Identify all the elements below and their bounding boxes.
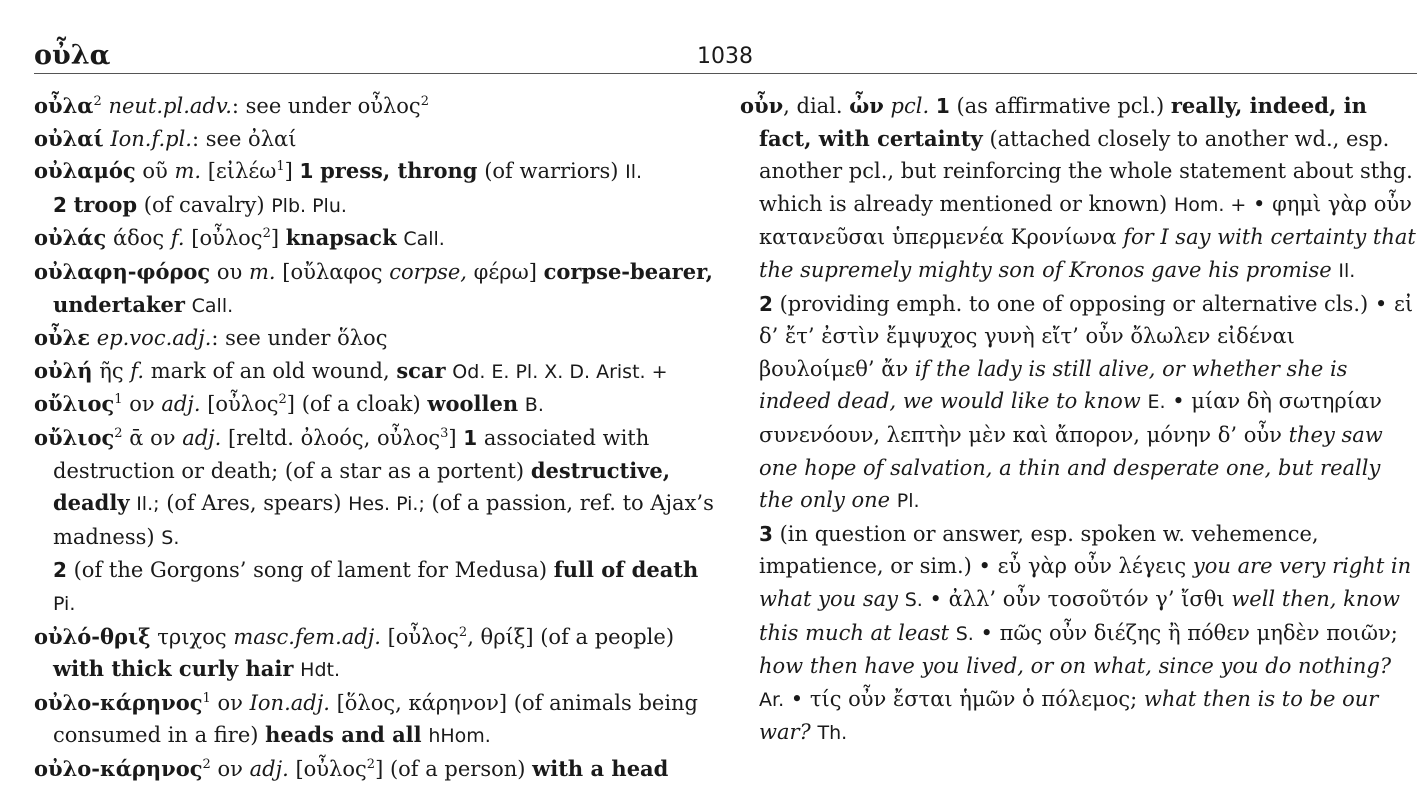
entry-oulothrix: οὐλό-θριξ τριχος masc.fem.adj. [οὖλος$^2$, θρίξ] (of a people) with thick curly hair Hdt. <box>34 623 675 682</box>
entry-oula-2: οὖλα$^2$ neut.pl.adv.: see under οὖλος$^2$ <box>34 93 429 118</box>
running-headword: οὖλα <box>34 40 111 71</box>
entry-oule-scar: οὐλή ῆς f. mark of an old wound, scar Od. E. Pl. X. D. Arist. + <box>34 357 668 383</box>
entry-oulas: οὐλάς άδος f. [οὖλος$^2$] knapsack Call. <box>34 225 445 251</box>
header-rule <box>34 73 1417 74</box>
entry-oulios-1: οὔλιος$^1$ ον adj. [οὖλος$^2$] (of a cloak) woollen B. <box>34 391 544 417</box>
left-column <box>34 90 724 785</box>
right-column <box>740 90 1417 750</box>
entry-oulaphephoros: οὐλαφη-φόρος ου m. [οὔλαφος corpse, φέρω] corpse-bearer, undertaker Call. <box>34 258 713 317</box>
entry-oulios-2: οὔλιος$^2$ ᾱ ον adj. [reltd. ὀλοός, οὖλος$^3$] 1 associated with destruction or death; (of a star as a portent) destructive, deadly Il.; (of Ares, spears) Hes. Pi.; (of a passion, ref. to Ajax’s madness) S. 2 (of the Gorgons’ song of lament for Medusa) full of death Pi. <box>34 424 714 615</box>
entry-oulai: οὐλαί Ion.f.pl.: see ὀλαί <box>34 125 297 151</box>
page-header <box>0 0 1417 76</box>
entry-oulokarenos-1: οὐλο-κάρηνος$^1$ ον Ion.adj. [ὅλος, κάρηνον] (of animals being consumed in a fire) heads and all hHom. <box>34 689 698 748</box>
entry-oule: οὖλε ep.voc.adj.: see under ὅλος <box>34 325 388 351</box>
entry-oulamos: οὐλαμός οῦ m. [εἰλέω$^1$] 1 press, throng (of warriors) Il. 2 troop (of cavalry) Plb. Plu. <box>34 158 643 217</box>
page-number: 1038 <box>697 44 753 69</box>
entry-oulokarenos-2: οὐλο-κάρηνος$^2$ ον adj. [οὖλος$^2$] (of a person) with a head <box>34 755 669 781</box>
entry-oun: οὖν, dial. ὦν pcl. 1 (as affirmative pcl.) really, indeed, in fact, with certainty (attached closely to another wd., esp. another pcl., but reinforcing the whole statement about sthg. which is already mentioned or known) Hom. + • φημὶ γὰρ οὖν κατανεῦσαι ὑπερμενέα Κρονίωνα for I say with certainty that the supremely mighty son of Kronos gave his promise Il. 2 (providing emph. to one of opposing or alternative cls.) • εἰ δ’ ἔτ’ ἐστὶν ἔμψυχος γυνὴ εἴτ’ οὖν ὄλωλεν εἰδέναι βουλοίμεθ’ ἄν if the lady is still alive, or whether she is indeed dead, we would like to know E. • μίαν δὴ σωτηρίαν συνενόουν, λεπτὴν μὲν καὶ ἄπορον, μόνην δ’ οὖν they saw one hope of salvation, a thin and desperate one, but really the only one Pl. 3 (in question or answer, esp. spoken w. vehemence, impatience, or sim.) • εὖ γὰρ οὖν λέγεις you are very right in what you say S. • ἀλλ’ οὖν τοσοῦτόν γ’ ἴσθι well then, know this much at least S. • πῶς οὖν διέζης ἢ πόθεν μηδὲν ποιῶν; how then have you lived, or on what, since you do nothing? Ar. • τίς οὖν ἔσται ἡμῶν ὁ πόλεμος; what then is to be our war? Th. <box>740 93 1416 745</box>
